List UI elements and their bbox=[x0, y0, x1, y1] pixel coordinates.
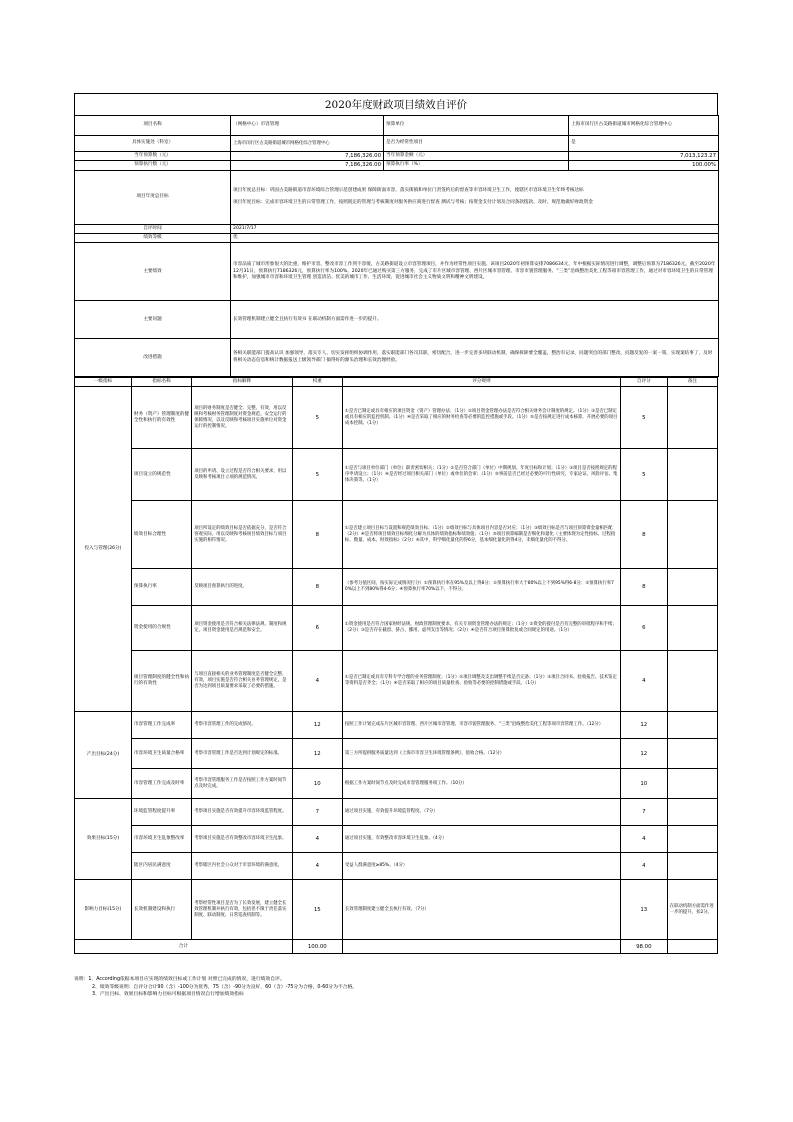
indicator-weight: 5 bbox=[292, 449, 342, 501]
indicator-rule: ①是否建立项目目标与设置和规范绩效目标；（1分）②绩效目标与具体项目内容是否对应；（1分）③绩效目标是否与项目预算资金量相匹配（2分）④是否将项目绩效目标细化分解为具体的绩效指标和绩效值；（1分）⑤项目预算编制是否细化和量化（主要体现为定性指标、过程指标、数量、成本、时效指标）（2分）⑥其中，科学细化量化的得6分，基本细化量化的得4分，未细化量化的不得分。 bbox=[342, 501, 620, 569]
note-1: 说明：1、According依据本项目应实现的绩效目标或工作计划 对照已完成的情况，进行绩效自评。 bbox=[74, 977, 285, 982]
indicator-score: 10 bbox=[620, 769, 667, 799]
header-explain: 指标解释 bbox=[192, 378, 292, 387]
indicator-name: 财务（资产）管理制度的健全性和执行的有效性 bbox=[131, 387, 191, 449]
self-eval-time: 2021/7/17 bbox=[231, 224, 719, 233]
indicator-score: 8 bbox=[620, 501, 667, 569]
indicator-note bbox=[667, 799, 717, 826]
indicator-note bbox=[667, 712, 717, 739]
indicator-explain: 考察项目实施是否有效提升市容环境监管程度。 bbox=[192, 799, 292, 826]
indicator-explain: 项目的财务制度是否健全、完整、有效，用以反映和考核财务管理制度对资金规范、安全运行的保障情况，以及反映和考核项目实施单位对资金运行的控制情况。 bbox=[192, 387, 292, 449]
indicator-score: 4 bbox=[620, 826, 667, 853]
indicator-row bbox=[75, 853, 718, 880]
indicator-name: 市容管理工作完成率 bbox=[131, 712, 191, 739]
indicator-weight: 4 bbox=[292, 853, 342, 880]
header-level1: 一级指标 bbox=[75, 378, 132, 387]
indicator-name: 预算执行率 bbox=[131, 569, 191, 606]
page-title: 2020年度财政项目绩效自评价 bbox=[74, 93, 718, 116]
indicator-group: 产出目标(24分) bbox=[75, 712, 132, 799]
project-name: （网格中心）市容管理 bbox=[231, 116, 384, 136]
indicator-row bbox=[75, 387, 718, 449]
indicator-explain: 项目资金使用是否符合相关法律法规、制度和规定，项目资金使用是否规范和安全。 bbox=[192, 606, 292, 651]
indicator-note bbox=[667, 387, 717, 449]
info-table bbox=[74, 115, 719, 377]
indicator-rule: 通过项目实施，有效提升环境监管程度。（7分） bbox=[342, 799, 620, 826]
indicator-explain: 考察市容管理工作是否达到计划规定的标准。 bbox=[192, 739, 292, 769]
indicator-weight: 6 bbox=[292, 606, 342, 651]
total-weight: 100.00 bbox=[292, 940, 342, 954]
indicator-weight: 15 bbox=[292, 880, 342, 940]
indicator-name: 市容环境卫生质量合格率 bbox=[131, 739, 191, 769]
header-score: 自评分 bbox=[620, 378, 667, 387]
total-note-blank bbox=[667, 940, 717, 954]
indicator-name: 环境监管程度提升率 bbox=[131, 799, 191, 826]
indicator-row bbox=[75, 799, 718, 826]
indicator-group: 投入与管理(26分) bbox=[75, 387, 132, 712]
exec-amount-value: 7,013,123.27 bbox=[569, 152, 719, 161]
indicator-weight: 8 bbox=[292, 501, 342, 569]
measures-label: 改进措施 bbox=[75, 339, 231, 377]
indicator-score: 6 bbox=[620, 606, 667, 651]
indicator-explain: 考察辖区内社会公众对于市容环境的满意度。 bbox=[192, 853, 292, 880]
indicator-weight: 4 bbox=[292, 826, 342, 853]
total-score: 98.00 bbox=[620, 940, 667, 954]
indicator-score: 4 bbox=[620, 651, 667, 712]
indicator-name: 绩效目标合理性 bbox=[131, 501, 191, 569]
indicator-note bbox=[667, 853, 717, 880]
indicator-rule: ①资金使用是否符合国家财经法规、财政管理制度要求，有关专项资金管理办法的规定；（1分）②资金的拨付是否有完整的审批程序和手续；（2分）③是否存在截留、挤占、挪用、虚列支出等情况；（2分）④是否符合项目预算批复或合同规定的用途。（1分） bbox=[342, 606, 620, 651]
indicator-rule: 长效管理制度建立健全且执行有效。（7分） bbox=[342, 880, 620, 940]
exec-rate-label: 预算执行率（%） bbox=[384, 161, 569, 170]
indicator-row bbox=[75, 739, 718, 769]
goal-text bbox=[231, 170, 719, 224]
indicator-row bbox=[75, 769, 718, 799]
indicator-name: 辖区内居民满意度 bbox=[131, 853, 191, 880]
indicator-note bbox=[667, 739, 717, 769]
indicator-rule: 根据工作方案时间节点及时完成市容管理服务项工作。（10分） bbox=[342, 769, 620, 799]
indicator-name: 项目设立的规范性 bbox=[131, 449, 191, 501]
indicator-explain: 与项目直接相关的业务管理制度是否健全完整、有效，项目实施是否符合相关业务管理规定，是否为达到项目质量要求采取了必要的措施。 bbox=[192, 651, 292, 712]
indicator-row bbox=[75, 651, 718, 712]
recurring-value: 是 bbox=[569, 136, 719, 152]
indicator-header-row bbox=[75, 378, 718, 387]
indicator-rule: 受益人群满意度≥85%。（4分） bbox=[342, 853, 620, 880]
initial-budget-value: 7,186,326.00 bbox=[231, 152, 384, 161]
indicator-explain: 反映项目预算执行的进度。 bbox=[192, 569, 292, 606]
indicator-note bbox=[667, 606, 717, 651]
indicator-score: 5 bbox=[620, 449, 667, 501]
indicator-explain: 考察市容管理服务工作是否按照工作方案时间节点及时完成。 bbox=[192, 769, 292, 799]
indicator-explain: 考察经常性项目是否为了长效发展，建立健全长效管理机制并执行有效，包括但不限于责任落实制度、联动制度、日常巡查机制等。 bbox=[192, 880, 292, 940]
indicator-name: 项目管理制度的健全性和执行的有效性 bbox=[131, 651, 191, 712]
total-label: 合计 bbox=[75, 940, 293, 954]
indicator-name: 市容管理工作完成及时率 bbox=[131, 769, 191, 799]
note-2: 2、绩效等级说明：自评分合计90（含）-100分为优秀，75（含）-90分为良好，60（含）-75分为合格，0-60分为不合格。 bbox=[92, 984, 358, 990]
adjusted-budget-label: 预算执行数（元） bbox=[75, 161, 231, 170]
indicator-rule: ①是否已制定或具有专科专学合理的业务管理制度；（1分）②项目调整及支出调整手续是否完备；（1分）③项目合同书、验收报告、技术鉴定等资料是否齐全；（1分）④是否采取了相应的项目质量检查、验收等必要的控制措施或手段。（1分） bbox=[342, 651, 620, 712]
header-note: 备注 bbox=[667, 378, 717, 387]
header-weight: 权重 bbox=[292, 378, 342, 387]
header-name: 指标名称 bbox=[131, 378, 191, 387]
main-issue-label: 主要问题 bbox=[75, 301, 231, 339]
initial-budget-label: 当年预算数（元） bbox=[75, 152, 231, 161]
budget-unit: 上海市闵行区古美路街道城市网格化综合管理中心 bbox=[569, 116, 719, 136]
goal-text-1: 项目年度总目标：巩固古美路街道市容环境综合管理示范创建成果 保障街面市容，落实街镇和单位门责签约后的督查等市容环境卫生工作，使辖区市容环境卫生年终考核达标 bbox=[233, 188, 584, 194]
measures-text: 各相关职能部门提高认识 加强领导，落实专人，切实发挥组织协调作用，落实职能部门各司其职，密切配合，进一步完善多块联动机制，确保拆除要全覆盖，整治有记录，问题突出的部门整改，问题反复的一案一策，实现案结事了，及时将相关动态信息和统计数据报送上级领导部门 搞得好的源头治理和长效治理经验。 bbox=[231, 339, 719, 377]
exec-amount-label: 当年预算金额（元） bbox=[384, 152, 569, 161]
indicator-note bbox=[667, 769, 717, 799]
indicator-note bbox=[667, 651, 717, 712]
indicator-explain: 项目所设定的绩效目标是否依据充分，是否符合客观实际，用以反映和考核项目绩效目标与项目实施的相符情况。 bbox=[192, 501, 292, 569]
indicator-weight: 12 bbox=[292, 739, 342, 769]
indicator-score: 13 bbox=[620, 880, 667, 940]
indicator-weight: 12 bbox=[292, 712, 342, 739]
indicator-note bbox=[667, 501, 717, 569]
total-row bbox=[75, 940, 718, 954]
indicator-score: 5 bbox=[620, 387, 667, 449]
indicator-score: 12 bbox=[620, 712, 667, 739]
indicator-group: 效果目标(15分) bbox=[75, 799, 132, 880]
adjusted-budget-value: 7,186,326.00 bbox=[231, 161, 384, 170]
header-rule: 评分规则 bbox=[342, 378, 620, 387]
goal-text-2: 项目年度目标：完成市容环境卫生的日常管理工作，按照既定的管理与考核制度对服务供应商进行督查 测试与考核；按资金支付计划及合同条款拨款、及时、规范地做好财政资金 bbox=[233, 199, 593, 205]
indicator-rule: 通过项目实施，有效整改市容环境卫生乱象。（4分） bbox=[342, 826, 620, 853]
indicator-score: 8 bbox=[620, 569, 667, 606]
indicator-note: 在联动机制方面需作进一步的提升，扣2分。 bbox=[667, 880, 717, 940]
impl-unit-label: 具体实施处（科室） bbox=[75, 136, 231, 152]
indicator-weight: 10 bbox=[292, 769, 342, 799]
indicator-weight: 4 bbox=[292, 651, 342, 712]
indicator-note bbox=[667, 826, 717, 853]
grade-value: 优 bbox=[231, 233, 719, 242]
indicator-score: 4 bbox=[620, 853, 667, 880]
indicator-table bbox=[74, 377, 718, 954]
grade-label: 绩效等级 bbox=[75, 233, 231, 242]
indicator-explain: 考察市容管理工作的完成情况。 bbox=[192, 712, 292, 739]
indicator-score: 7 bbox=[620, 799, 667, 826]
budget-unit-label: 预算单位 bbox=[384, 116, 569, 136]
indicator-weight: 8 bbox=[292, 569, 342, 606]
indicator-rule: 第三方所提供服务质量达到《上海市市容卫生环境管理条例》，验收合格。（12分） bbox=[342, 739, 620, 769]
indicator-row bbox=[75, 880, 718, 940]
impl-unit: 上海市闵行区古美路街道城市网格化综合管理中心 bbox=[231, 136, 384, 152]
indicator-rule: ①是否与项目单位部门（单位）职责密切相关；（1分）②是否符合部门（单位）中期规划、年度目标和计划；（1分）③项目是否按照规定的程序申请设立；（1分）④是否经过项目相关部门（单位）或单位的会审；（1分）⑤事前是否已经过必要的可行性研究、专家论证、风险评估、集体决策等。（1分） bbox=[342, 449, 620, 501]
total-blank bbox=[342, 940, 620, 954]
indicator-score: 12 bbox=[620, 739, 667, 769]
indicator-name: 市容环境卫生乱象整改率 bbox=[131, 826, 191, 853]
indicator-rule: 按照工作计划完成东片区城市容管理、西片区城市容管理、市容市貌管理服务、“三类”沿线整治美化工程等项市容管理工作。（12分） bbox=[342, 712, 620, 739]
note-3: 3、产出目标、效果目标和影响力目标可根据项目情况自行增加绩效指标 bbox=[92, 992, 244, 997]
indicator-row bbox=[75, 449, 718, 501]
main-perf-text: 市容品质了城市形象很大的比重，维护市容、整改市容工作到不容缓，古美路街道设立市容管理项目，并作为经常性项目实施。该项目2020年初预算安排7086634元，年中根据实际情况进行调整，调整后预算为7186326元，截至2020年12月31日，预算执行7186326元，预算执行率为100%。2020年已通过购买第三方服务，完成了市片区城市容管理、西片区城市容管理、市容市貌管理服务、“三类”沿线整治美化工程等项市容管理工作，通过对市容环境卫生的日常管理和维护，加强城市市容和环境卫生管理 创造清洁、优美的城市工作、生活环境，促进城市社会主义物质文明和精神文明建设。 bbox=[231, 243, 719, 301]
project-name-label: 项目名称 bbox=[75, 116, 231, 136]
indicator-row bbox=[75, 712, 718, 739]
indicator-rule: （参考分值区间，按实际完成情况打分）①预算执行率在95%及以上得8分；②预算执行率大于80%以上不到95%得6-8分；③预算执行率70%以上不到80%得4-6分；④预算执行率70%以下，不得分。 bbox=[342, 569, 620, 606]
indicator-row bbox=[75, 826, 718, 853]
indicator-explain: 项目的申请、设立过程是否符合相关要求，用以反映和考核项目立项的规范情况。 bbox=[192, 449, 292, 501]
notes bbox=[74, 976, 718, 999]
recurring-label: 是否为经常性项目 bbox=[384, 136, 569, 152]
indicator-group: 影响力目标(15分) bbox=[75, 880, 132, 940]
indicator-rule: ①是否已制定或具有相应的项目资金（资产）管理办法；（1分）②项目资金管理办法是否符合相关财务会计制度的规定。（1分）③是否已制定或具有相应的监控机制。（1分）④是否采取了相应的财务检查等必要的监控措施或手段。（1分）⑤是否按规定进行成本核算，开展必要的项目成本控制。（1分） bbox=[342, 387, 620, 449]
indicator-weight: 7 bbox=[292, 799, 342, 826]
indicator-row bbox=[75, 606, 718, 651]
indicator-note bbox=[667, 449, 717, 501]
exec-rate-value: 100.00% bbox=[569, 161, 719, 170]
main-perf-label: 主要绩效 bbox=[75, 243, 231, 301]
indicator-note bbox=[667, 569, 717, 606]
indicator-name: 资金使用的合规性 bbox=[131, 606, 191, 651]
main-issue-text: 长效管理机制建立健全且执行有效书 在联动机制方面需作进一步的提升。 bbox=[231, 301, 719, 339]
self-eval-time-label: 自评时间 bbox=[75, 224, 231, 233]
indicator-name: 长效机制建设和执行 bbox=[131, 880, 191, 940]
indicator-row bbox=[75, 501, 718, 569]
indicator-explain: 考察项目实施是否有效整改市容环境卫生乱象。 bbox=[192, 826, 292, 853]
goal-label: 项目年度总目标 bbox=[75, 170, 231, 224]
indicator-weight: 5 bbox=[292, 387, 342, 449]
indicator-row bbox=[75, 569, 718, 606]
